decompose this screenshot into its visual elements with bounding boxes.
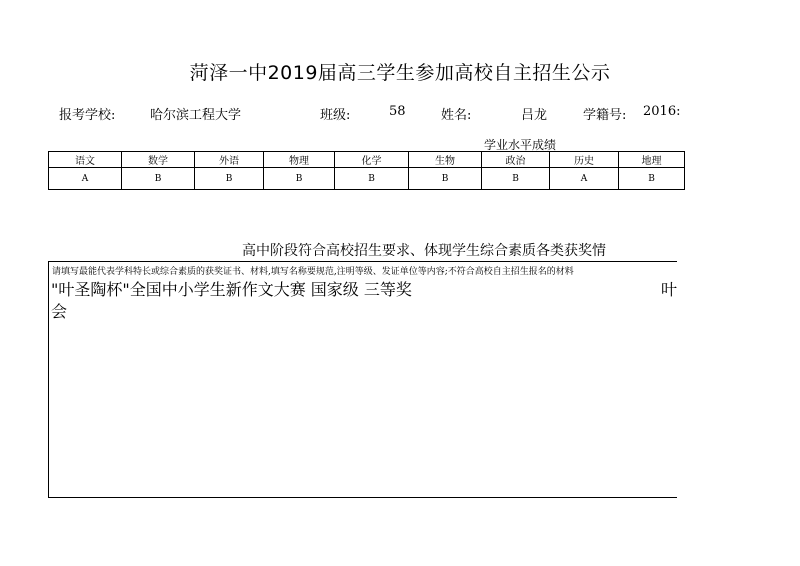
subject-header: 地理 bbox=[619, 152, 685, 168]
student-id-value: 2016: bbox=[643, 104, 681, 119]
class-value: 58 bbox=[389, 104, 406, 119]
name-label: 姓名: bbox=[441, 108, 472, 123]
awards-hint: 请填写最能代表学科特长或综合素质的获奖证书、材料,填写名称要规范,注明等级、发证单位等内容;不符合高校自主招生报名的材料 bbox=[52, 267, 574, 277]
award-entry: "叶圣陶杯"全国中小学生新作文大赛 国家级 三等奖 bbox=[51, 280, 412, 299]
subject-header: 语文 bbox=[49, 152, 122, 168]
subject-header: 物理 bbox=[264, 152, 335, 168]
grade-cell: B bbox=[619, 168, 685, 190]
award-entry-continued: 叶 bbox=[661, 280, 677, 299]
subject-header: 生物 bbox=[409, 152, 482, 168]
grade-cell: B bbox=[409, 168, 482, 190]
grades-header-row bbox=[49, 152, 685, 168]
grade-cell: B bbox=[335, 168, 409, 190]
subject-header: 数学 bbox=[122, 152, 195, 168]
page-title: 菏泽一中2019届高三学生参加高校自主招生公示 bbox=[189, 62, 611, 84]
grade-cell: B bbox=[482, 168, 550, 190]
subject-header: 外语 bbox=[195, 152, 264, 168]
subject-header: 化学 bbox=[335, 152, 409, 168]
awards-box bbox=[48, 261, 677, 498]
grade-cell: A bbox=[550, 168, 619, 190]
class-label: 班级: bbox=[320, 108, 351, 123]
grades-value-row bbox=[49, 168, 685, 190]
school-value: 哈尔滨工程大学 bbox=[150, 108, 242, 123]
name-value: 吕龙 bbox=[521, 108, 548, 123]
subject-header: 政治 bbox=[482, 152, 550, 168]
award-entry-wrap: 会 bbox=[51, 302, 68, 321]
grade-cell: A bbox=[49, 168, 122, 190]
student-id-label: 学籍号: bbox=[583, 108, 627, 123]
grade-cell: B bbox=[264, 168, 335, 190]
grade-cell: B bbox=[122, 168, 195, 190]
grades-caption: 学业水平成绩 bbox=[484, 138, 557, 152]
awards-section-title: 高中阶段符合高校招生要求、体现学生综合素质各类获奖情 bbox=[242, 243, 606, 259]
subject-header: 历史 bbox=[550, 152, 619, 168]
school-label: 报考学校: bbox=[59, 108, 116, 123]
grade-cell: B bbox=[195, 168, 264, 190]
grades-table bbox=[48, 151, 685, 190]
